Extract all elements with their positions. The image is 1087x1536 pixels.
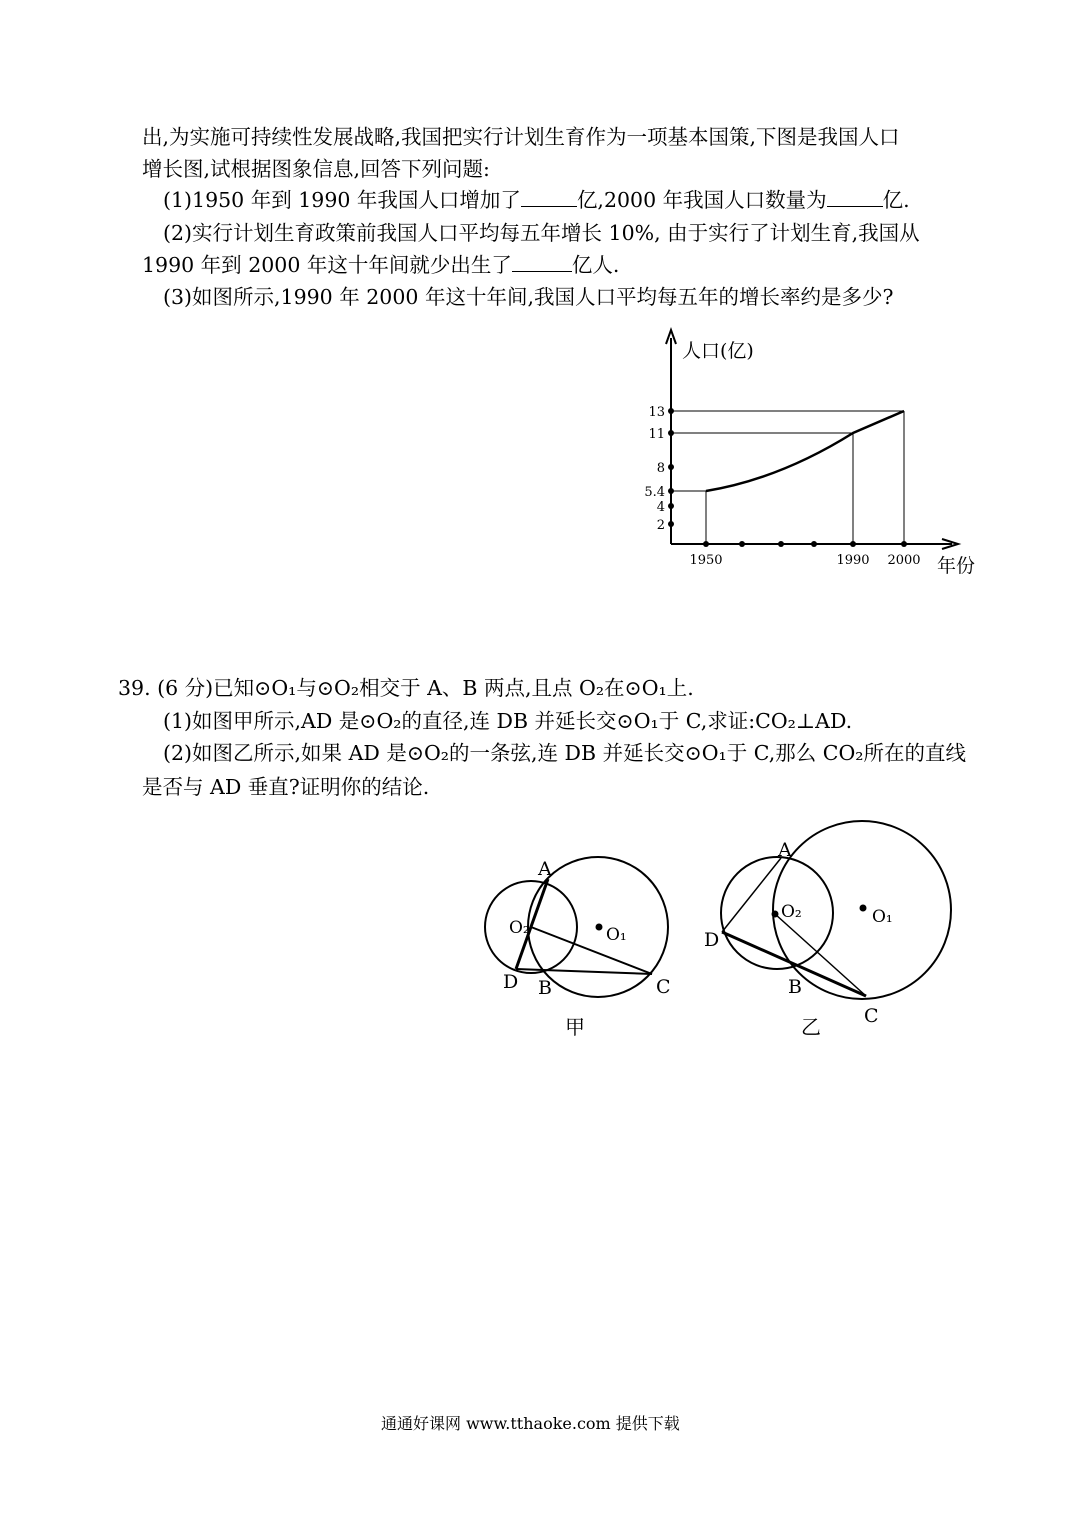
segment-co2 <box>531 927 652 974</box>
q1-text-c: 亿. <box>882 188 910 212</box>
problem39-line2: (1)如图甲所示,AD 是⊙O₂的直径,连 DB 并延长交⊙O₁于 C,求证:CO₂⊥AD. <box>163 709 853 733</box>
label-o1: O₁ <box>872 907 893 927</box>
label-c: C <box>864 1005 879 1027</box>
y-tick-label: 8 <box>656 461 665 476</box>
q2-text-b: 亿人. <box>571 253 620 277</box>
label-d: D <box>704 929 720 951</box>
y-tick-label: 13 <box>648 405 665 420</box>
y-tick-label: 4 <box>656 500 665 515</box>
page-footer: 通通好课网 www.tthaoke.com 提供下载 <box>381 1414 680 1433</box>
label-o2: O₂ <box>781 902 802 922</box>
y-tick-label: 11 <box>648 427 665 442</box>
label-b: B <box>788 976 802 998</box>
segment-ad <box>722 858 781 932</box>
point-o1 <box>596 924 602 930</box>
y-axis-label: 人口(亿) <box>682 340 754 362</box>
caption-jia: 甲 <box>565 1015 585 1039</box>
problem38-q2-line1: (2)实行计划生育政策前我国人口平均每五年增长 10%, 由于实行了计划生育,我国从 <box>163 221 920 245</box>
label-c: C <box>656 976 671 998</box>
label-a: A <box>538 858 552 880</box>
problem38-intro-line2: 增长图,试根据图象信息,回答下列问题: <box>142 157 490 181</box>
label-o1: O₁ <box>606 925 627 945</box>
figure-yi <box>704 821 951 1039</box>
q1-text-b: 亿,2000 年我国人口数量为 <box>576 188 827 212</box>
label-a: A <box>778 839 792 861</box>
problem39-line3: (2)如图乙所示,如果 AD 是⊙O₂的一条弦,连 DB 并延长交⊙O₁于 C,那么 CO₂所在的直线 <box>163 741 966 765</box>
q2-text-a: 1990 年到 2000 年这十年间就少出生了 <box>142 253 512 277</box>
problem38-intro-line1: 出,为实施可持续性发展战略,我国把实行计划生育作为一项基本国策,下图是我国人口 <box>142 125 900 149</box>
caption-yi: 乙 <box>801 1015 821 1039</box>
y-tick-label: 2 <box>656 518 665 533</box>
q1-text-a: (1)1950 年到 1990 年我国人口增加了 <box>163 188 521 212</box>
x-tick-label: 2000 <box>887 553 921 568</box>
label-d: D <box>503 971 519 993</box>
x-axis-label: 年份 <box>937 555 976 577</box>
point-o1 <box>860 905 866 911</box>
x-tick-label: 1990 <box>836 553 870 568</box>
y-tick-label: 5.4 <box>644 485 665 500</box>
problem39-line1: 39. (6 分)已知⊙O₁与⊙O₂相交于 A、B 两点,且点 O₂在⊙O₁上. <box>118 676 694 700</box>
problem39-line4: 是否与 AD 垂直?证明你的结论. <box>142 775 430 799</box>
figure-jia <box>485 857 671 1039</box>
label-b: B <box>538 977 552 999</box>
x-tick-label: 1950 <box>689 553 723 568</box>
point-o2 <box>772 911 778 917</box>
problem38-q3: (3)如图所示,1990 年 2000 年这十年间,我国人口平均每五年的增长率约是多少? <box>163 285 894 309</box>
label-o2: O₂ <box>509 918 530 938</box>
